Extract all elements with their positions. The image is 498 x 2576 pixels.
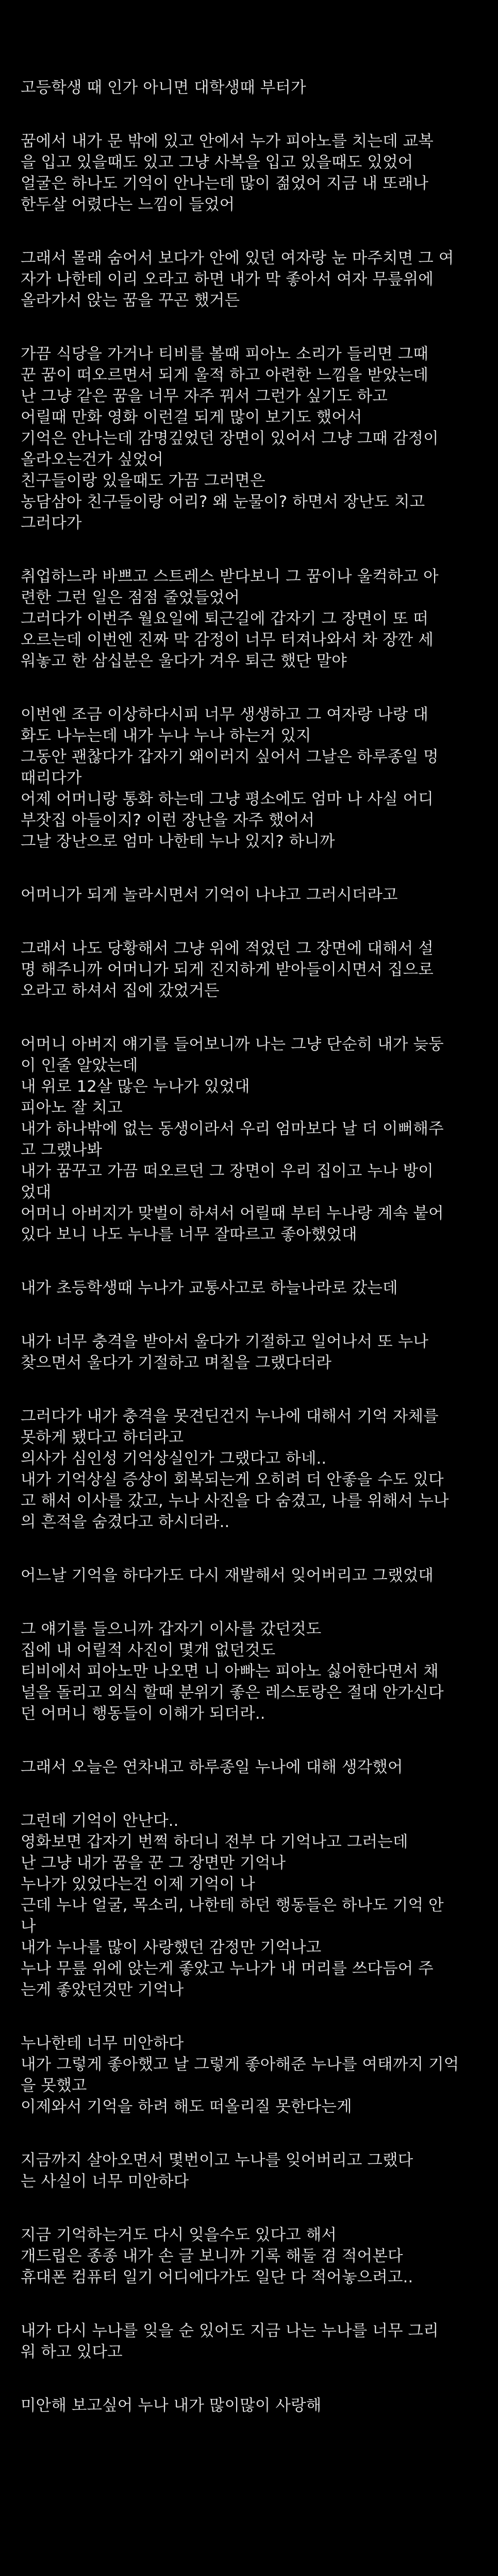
text-line: 티비에서 피아노만 나오면 니 아빠는 피아노 싫어한다면서 채 bbox=[21, 1663, 439, 1681]
text-line: 내가 다시 누나를 잊을 순 있어도 지금 나는 누나를 너무 그리 bbox=[21, 2322, 439, 2340]
text-line: 그러다가 내가 충격을 못견딘건지 누나에 대해서 기억 자체를 bbox=[21, 1408, 439, 1426]
text-line: 부잣집 아들이지? 이런 장난을 자주 했어서 bbox=[21, 811, 315, 829]
paragraph bbox=[21, 1810, 477, 2001]
text-line: 그래서 나도 당황해서 그냥 위에 적었던 그 장면에 대해서 설 bbox=[21, 940, 434, 958]
text-line: 내가 기억상실 증상이 회복되는게 오히려 더 안좋을 수도 있다 bbox=[21, 1471, 444, 1489]
text-line: 집에 내 어릴적 사진이 몇개 없던것도 bbox=[21, 1641, 276, 1659]
text-line: 오르는데 이번엔 진짜 막 감정이 너무 터져나와서 차 장깐 세 bbox=[21, 631, 434, 649]
text-line: 난 그냥 내가 꿈을 꾼 그 장면만 기억나 bbox=[21, 1854, 286, 1872]
text-line: 꿈에서 내가 문 밖에 있고 안에서 누가 피아노를 치는데 교복 bbox=[21, 132, 434, 150]
paragraph bbox=[21, 1406, 477, 1533]
text-line: 그 얘기를 들으니까 갑자기 이사를 갔던것도 bbox=[21, 1620, 322, 1638]
text-line: 내 위로 12살 많은 누나가 있었대 bbox=[21, 1078, 250, 1096]
text-line: 영화보면 갑자기 번쩍 하더니 전부 다 기억나고 그러는데 bbox=[21, 1833, 408, 1851]
text-line: 을 못했고 bbox=[21, 2077, 87, 2095]
paragraph bbox=[21, 885, 477, 906]
paragraph bbox=[21, 566, 477, 672]
text-line: 워 하고 있다고 bbox=[21, 2343, 123, 2361]
text-line: 기억은 안나는데 감명깊었던 장면이 있어서 그냥 그때 감정이 bbox=[21, 430, 439, 448]
text-line: 취업하느라 바쁘고 스트레스 받다보니 그 꿈이나 울컥하고 아 bbox=[21, 568, 439, 586]
text-line: 화도 나누는데 내가 누나 누나 하는거 있지 bbox=[21, 727, 311, 745]
text-line: 는게 좋았던것만 기억나 bbox=[21, 1981, 184, 1999]
paragraph bbox=[21, 2225, 477, 2288]
text-line: 꾼 꿈이 떠오르면서 되게 울적 하고 아련한 느낌을 받았는데 bbox=[21, 366, 429, 384]
text-line: 명 해주니까 어머니가 되게 진지하게 받아들이시면서 집으로 bbox=[21, 961, 434, 979]
text-line: 난 그냥 같은 꿈을 너무 자주 꿔서 그런가 싶기도 하고 bbox=[21, 387, 388, 405]
paragraph bbox=[21, 1034, 477, 1245]
paragraph bbox=[21, 704, 477, 852]
text-line: 이번엔 조금 이상하다시피 너무 생생하고 그 여자랑 나랑 대 bbox=[21, 706, 429, 724]
text-line: 내가 하나밖에 없는 동생이라서 우리 엄마보다 날 더 이뻐해주 bbox=[21, 1120, 444, 1138]
text-line: 내가 누나를 많이 사랑했던 감정만 기억나고 bbox=[21, 1939, 322, 1957]
text-line: 친구들이랑 있을때도 가끔 그러면은 bbox=[21, 472, 265, 490]
paragraph bbox=[21, 2150, 477, 2192]
text-line: 어머니가 되게 놀라시면서 기억이 나냐고 그러시더라고 bbox=[21, 886, 398, 904]
text-line: 올라오는건가 싶었어 bbox=[21, 451, 163, 469]
paragraph bbox=[21, 2320, 477, 2363]
paragraph bbox=[21, 1565, 477, 1586]
text-line: 그런데 기억이 안난다.. bbox=[21, 1812, 179, 1830]
text-line: 오라고 하셔서 집에 갔었거든 bbox=[21, 982, 220, 1000]
text-line: 있다 보니 나도 누나를 너무 잘따르고 좋아했었대 bbox=[21, 1226, 357, 1244]
text-line: 못하게 됐다고 하더라고 bbox=[21, 1429, 184, 1447]
text-line: 워놓고 한 삼십분은 울다가 겨우 퇴근 했단 말야 bbox=[21, 652, 347, 670]
text-line: 이제와서 기억을 하려 해도 떠올리질 못한다는게 bbox=[21, 2098, 352, 2116]
text-line: 어릴때 만화 영화 이런걸 되게 많이 보기도 했어서 bbox=[21, 409, 362, 427]
text-line: 자가 나한테 이리 오라고 하면 내가 막 좋아서 여자 무릎위에 bbox=[21, 270, 434, 289]
text-line: 올라가서 앉는 꿈을 꾸곤 했거든 bbox=[21, 292, 240, 310]
paragraph bbox=[21, 938, 477, 1002]
paragraph bbox=[21, 344, 477, 534]
text-line: 내가 그렇게 좋아했고 날 그렇게 좋아해준 누나를 여태까지 기억 bbox=[21, 2056, 459, 2074]
text-line: 내가 너무 충격을 받아서 울다가 기절하고 일어나서 또 누나 bbox=[21, 1333, 429, 1351]
text-line: 그러다가 이번주 월요일에 퇴근길에 갑자기 그 장면이 또 떠 bbox=[21, 610, 429, 628]
text-line: 이 인줄 알았는데 bbox=[21, 1057, 138, 1075]
text-line: 던 어머니 행동들이 이해가 되더라.. bbox=[21, 1705, 265, 1723]
text-line: 찾으면서 울다가 기절하고 며칠을 그랬다더라 bbox=[21, 1354, 332, 1372]
paragraph bbox=[21, 1619, 477, 1724]
paragraph bbox=[21, 2395, 477, 2416]
paragraph bbox=[21, 1278, 477, 1299]
text-line: 어머니 아버지가 맞벌이 하셔서 어릴때 부터 누나랑 계속 붙어 bbox=[21, 1205, 444, 1223]
text-line: 을 입고 있을때도 있고 그냥 사복을 입고 있을때도 있었어 bbox=[21, 154, 413, 172]
text-line: 한두살 어렸다는 느낌이 들었어 bbox=[21, 196, 235, 214]
text-line: 어제 어머니랑 통화 하는데 그냥 평소에도 엄마 나 사실 어디 bbox=[21, 790, 434, 808]
text-line: 어머니 아버지 얘기를 들어보니까 나는 그냥 단순히 내가 늦둥 bbox=[21, 1036, 444, 1054]
text-line: 그동안 괜찮다가 갑자기 왜이러지 싶어서 그날은 하루종일 멍 bbox=[21, 748, 439, 766]
paragraph bbox=[21, 248, 477, 311]
text-line: 개드립은 종종 내가 손 글 보니까 기록 해둘 겸 적어본다 bbox=[21, 2247, 403, 2265]
text-line: 누나가 있었다는건 이제 기억이 나 bbox=[21, 1875, 255, 1893]
text-line: 그러다가 bbox=[21, 514, 82, 532]
text-line: 나 bbox=[21, 1918, 36, 1936]
text-line: 그래서 오늘은 연차내고 하루종일 누나에 대해 생각했어 bbox=[21, 1758, 403, 1776]
paragraph bbox=[21, 1331, 477, 1374]
text-line: 었대 bbox=[21, 1183, 52, 1201]
text-line: 휴대폰 컴퓨터 일기 어디에다가도 일단 다 적어놓으려고.. bbox=[21, 2268, 413, 2286]
paragraph bbox=[21, 77, 477, 98]
paragraph bbox=[21, 1757, 477, 1778]
text-line: 어느날 기억을 하다가도 다시 재발해서 잊어버리고 그랬었대 bbox=[21, 1567, 434, 1585]
text-line: 내가 꿈꾸고 가끔 떠오르던 그 장면이 우리 집이고 누나 방이 bbox=[21, 1162, 434, 1180]
text-line: 고등학생 때 인가 아니면 대학생때 부터가 bbox=[21, 79, 306, 97]
paragraph bbox=[21, 131, 477, 215]
text-line: 지금 기억하는거도 다시 잊을수도 있다고 해서 bbox=[21, 2226, 337, 2244]
text-line: 그날 장난으로 엄마 나한테 누나 있지? 하니까 bbox=[21, 833, 335, 851]
text-line: 피아노 잘 치고 bbox=[21, 1099, 123, 1117]
paragraph bbox=[21, 2033, 477, 2117]
text-line: 련한 그런 일은 점점 줄었들었어 bbox=[21, 589, 240, 607]
text-line: 가끔 식당을 가거나 티비를 볼때 피아노 소리가 들리면 그때 bbox=[21, 345, 429, 363]
text-line: 얼굴은 하나도 기억이 안나는데 많이 젊었어 지금 내 또래나 bbox=[21, 175, 429, 193]
text-line: 그래서 몰래 숨어서 보다가 안에 있던 여자랑 눈 마주치면 그 여 bbox=[21, 249, 454, 267]
text-line: 근데 누나 얼굴, 목소리, 나한테 하던 행동들은 하나도 기억 안 bbox=[21, 1896, 444, 1914]
text-line: 지금까지 살아오면서 몇번이고 누나를 잊어버리고 그랬다 bbox=[21, 2151, 413, 2170]
text-line: 농담삼아 친구들이랑 어리? 왜 눈물이? 하면서 장난도 치고 bbox=[21, 493, 425, 511]
text-line: 는 사실이 너무 미안하다 bbox=[21, 2173, 189, 2191]
text-line: 의사가 심인성 기억상실인가 그랬다고 하네.. bbox=[21, 1450, 327, 1468]
text-line: 누나한테 너무 미안하다 bbox=[21, 2035, 184, 2053]
text-line: 내가 초등학생때 누나가 교통사고로 하늘나라로 갔는데 bbox=[21, 1279, 398, 1297]
text-line: 의 흔적을 숨겼다고 하시더라.. bbox=[21, 1513, 230, 1531]
text-line: 미안해 보고싶어 누나 내가 많이많이 사랑해 bbox=[21, 2397, 322, 2415]
text-line: 고 그랬나봐 bbox=[21, 1141, 103, 1159]
text-line: 때리다가 bbox=[21, 769, 82, 787]
text-line: 널을 돌리고 외식 할때 분위기 좋은 레스토랑은 절대 안가신다 bbox=[21, 1684, 444, 1702]
text-line: 누나 무릎 위에 앉는게 좋았고 누나가 내 머리를 쓰다듬어 주 bbox=[21, 1960, 434, 1978]
text-line: 고 해서 이사를 갔고, 누나 사진을 다 숨겼고, 나를 위해서 누나 bbox=[21, 1492, 449, 1510]
